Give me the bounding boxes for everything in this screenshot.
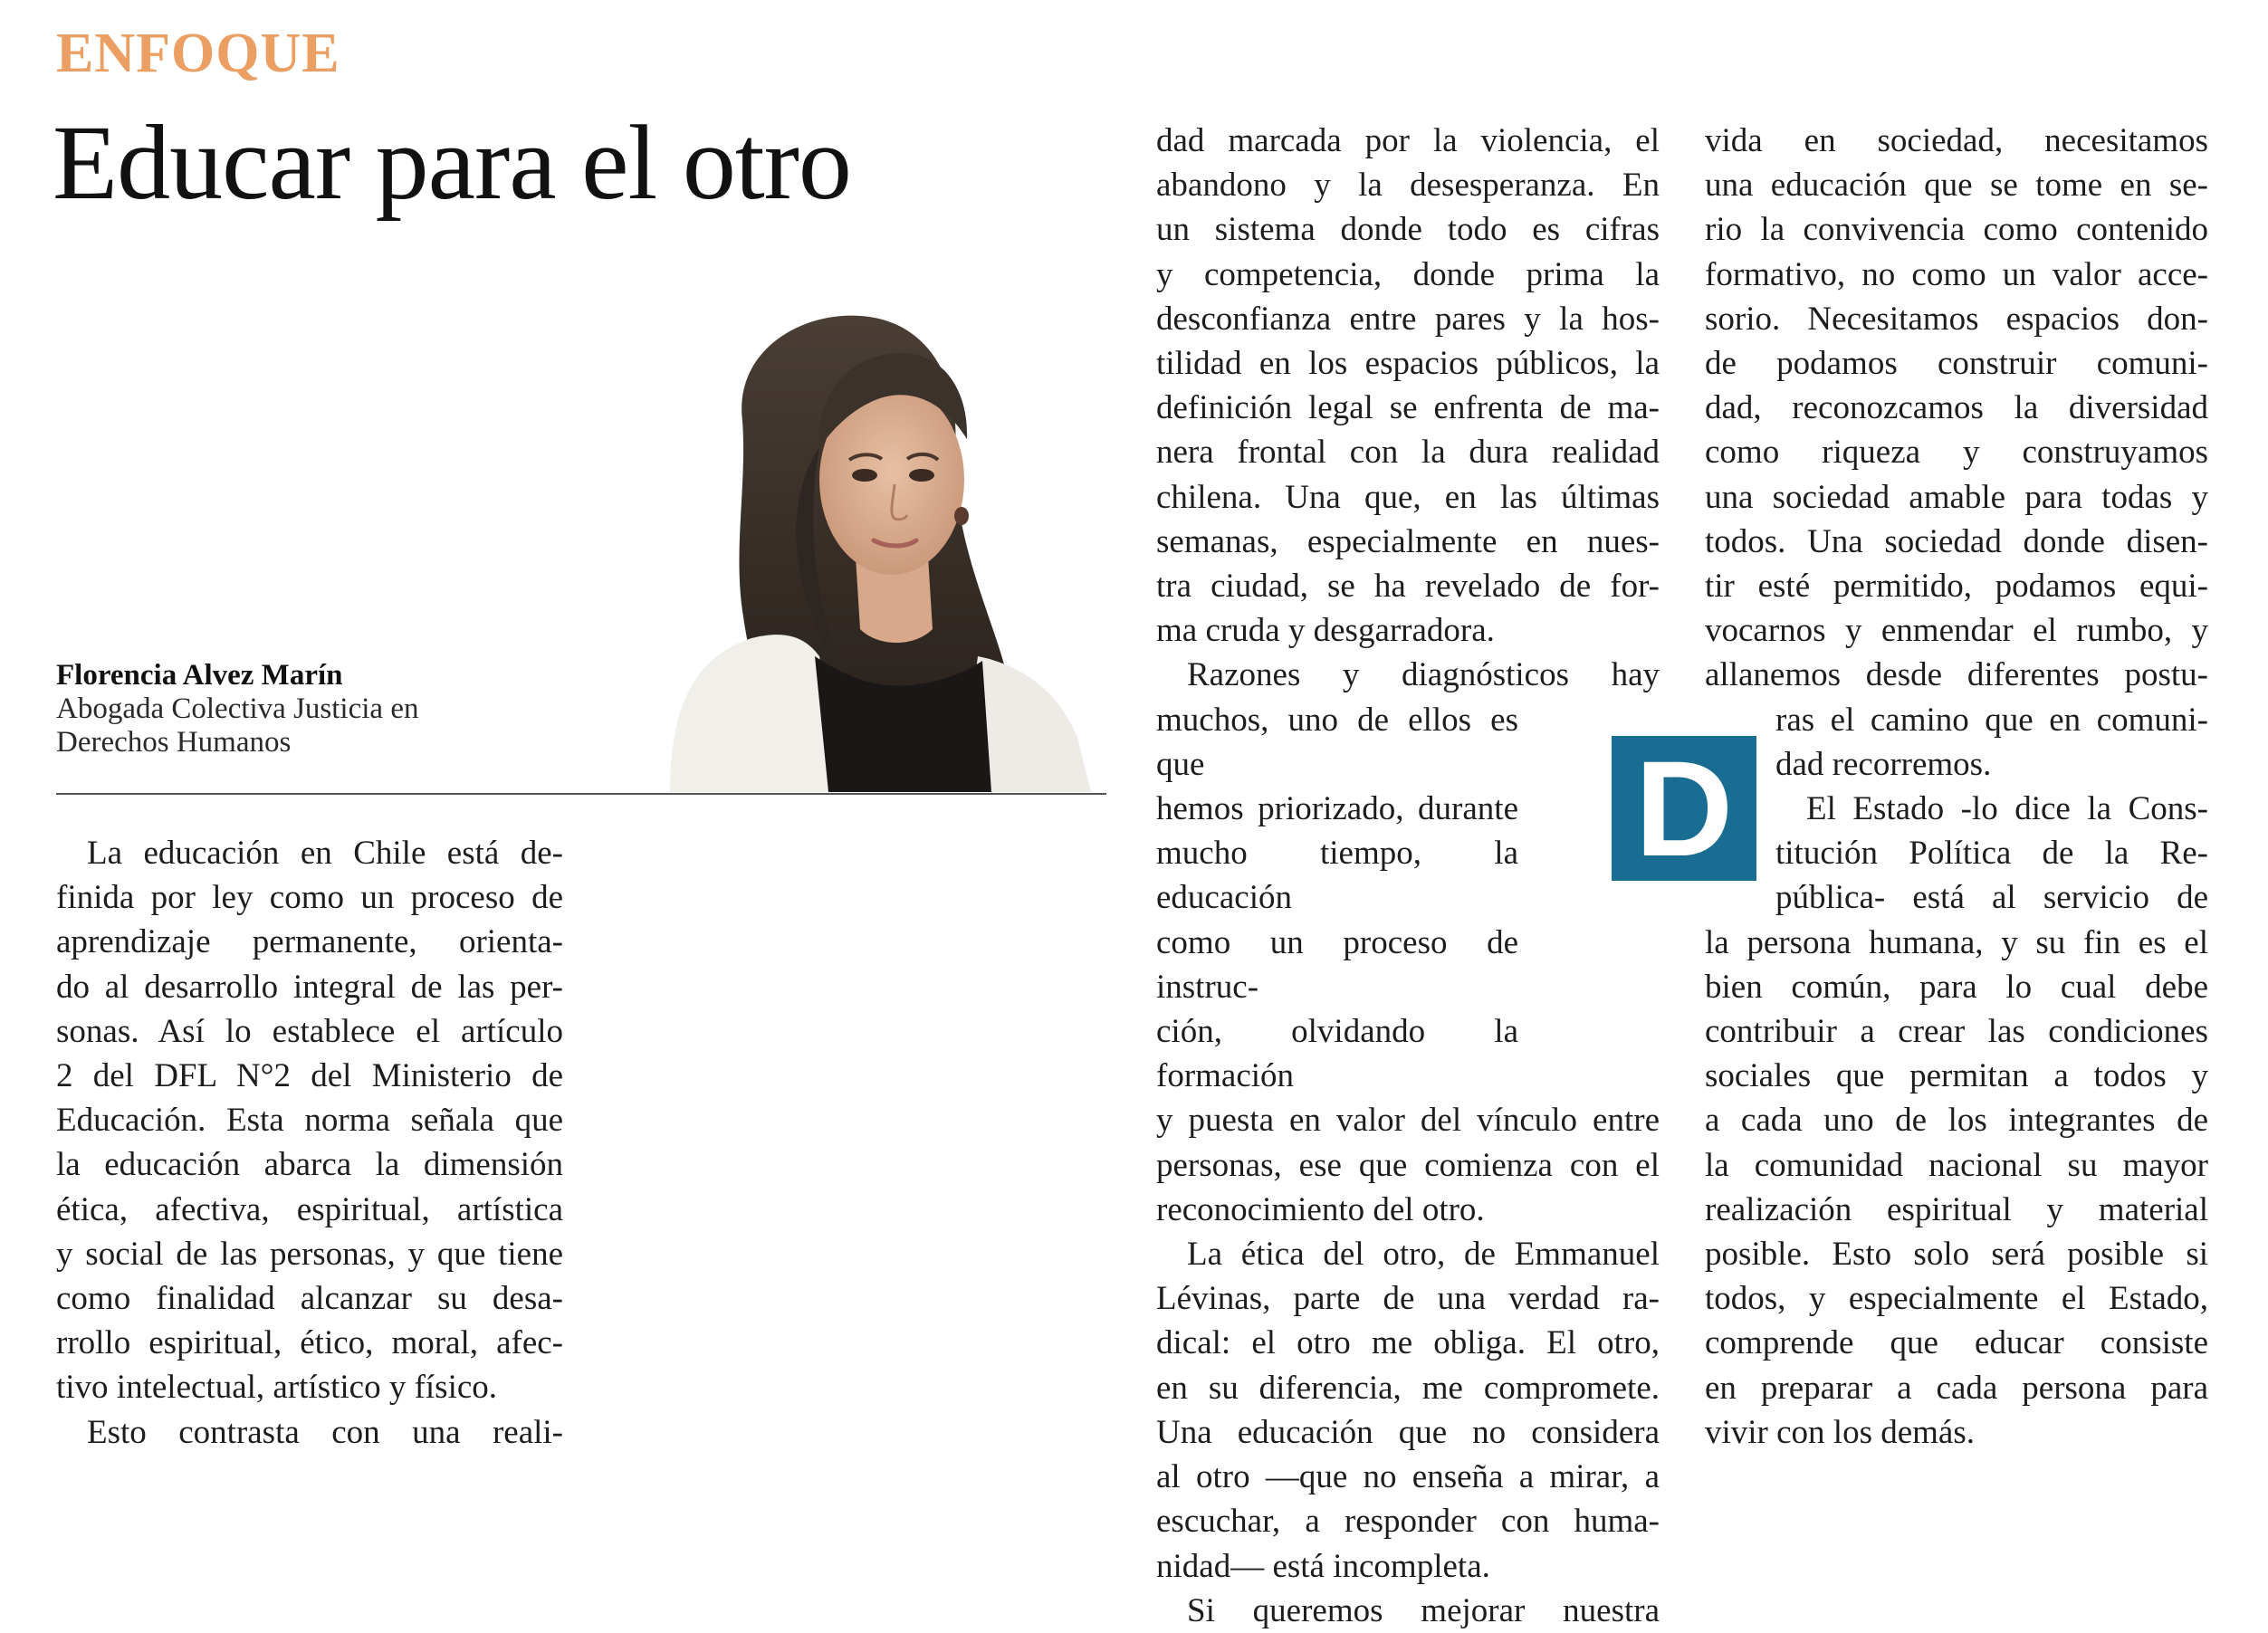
text-line: rrollo espiritual, ético, moral, afec- [56,1324,563,1362]
text-line: tilidad en los espacios públicos, la [1156,345,1660,383]
text-line: comprende que educar consiste [1705,1324,2208,1362]
text-line: como finalidad alcanzar su desa- [56,1280,563,1318]
text-line: un sistema donde todo es cifras [1156,211,1660,249]
text-line: todos. Una sociedad donde disen- [1705,522,2208,560]
article-column-2 [1156,119,1660,1633]
text-line: chilena. Una que, en las últimas [1156,478,1660,516]
text-line: sorio. Necesitamos espacios don- [1705,300,2208,338]
text-line: y puesta en valor del vínculo entre [1156,1102,1660,1140]
text-line: dical: el otro me obliga. El otro, [1156,1324,1660,1362]
text-line: abandono y la desesperanza. En [1156,167,1660,205]
text-line: sociales que permitan a todos y [1705,1057,2208,1095]
text-line: La ética del otro, de Emmanuel [1187,1236,1660,1274]
text-line: tra ciudad, se ha revelado de for- [1156,568,1660,606]
text-line: La educación en Chile está de- [87,835,563,872]
text-line: una educación que se tome en se- [1705,167,2208,205]
author-byline [56,659,599,759]
text-line: escuchar, a responder con huma- [1156,1503,1660,1541]
text-line: hemos priorizado, durante [1156,790,1518,828]
text-line: ética, afectiva, espiritual, artística [56,1190,563,1228]
text-line: definición legal se enfrenta de ma- [1156,389,1660,427]
article-column-1 [56,831,563,1455]
text-line: semanas, especialmente en nues- [1156,522,1660,560]
text-line: tivo intelectual, artístico y físico. [56,1369,498,1407]
author-role-line1: Abogada Colectiva Justicia en [56,692,419,725]
text-line: ma cruda y desgarradora. [1156,612,1495,650]
article-headline: Educar para el otro [53,103,851,222]
text-line: Si queremos mejorar nuestra [1187,1591,1660,1629]
section-kicker: ENFOQUE [56,23,340,84]
text-line: do al desarrollo integral de las per- [56,968,563,1006]
text-line: Lévinas, parte de una verdad ra- [1156,1280,1660,1318]
text-line: ción, olvidando la formación [1156,1013,1518,1095]
text-line: personas, ese que comienza con el [1156,1146,1660,1184]
text-line: sonas. Así lo establece el artículo [56,1012,563,1050]
text-line: El Estado -lo dice la Cons- [1806,790,2208,828]
text-line: realización espiritual y material [1705,1190,2208,1228]
author-portrait [634,312,1105,792]
text-line: a cada uno de los integrantes de [1705,1102,2208,1140]
text-line: nera frontal con la dura realidad [1156,434,1660,472]
text-line: desconfianza entre pares y la hos- [1156,300,1660,338]
text-line: mucho tiempo, la educación [1156,835,1518,917]
text-line: la comunidad nacional su mayor [1705,1146,2208,1184]
text-line: aprendizaje permanente, orienta- [56,923,563,961]
text-line: vivir con los demás. [1705,1413,1976,1451]
text-line: posible. Esto solo será posible si [1705,1236,2208,1274]
text-line: vocarnos y enmendar el rumbo, y [1705,612,2208,650]
text-line: en preparar a cada persona para [1705,1369,2208,1407]
byline-divider [56,793,1106,795]
text-line: vida en sociedad, necesitamos [1705,122,2208,159]
text-line: bien común, para lo cual debe [1705,968,2208,1006]
text-line: nidad— está incompleta. [1156,1547,1490,1585]
text-line: titución Política de la Re- [1775,835,2208,873]
text-line: al otro —que no enseña a mirar, a [1156,1458,1660,1496]
drop-cap: D [1612,736,1756,881]
text-line: la persona humana, y su fin es el [1705,923,2208,961]
text-line: como riqueza y construyamos [1705,434,2208,472]
text-line: tir esté permitido, podamos equi- [1705,568,2208,606]
text-line: dad, reconozcamos la diversidad [1705,389,2208,427]
text-line: rio la convivencia como contenido [1705,211,2208,249]
text-line: la educación abarca la dimensión [56,1146,563,1184]
text-line: de podamos construir comuni- [1705,345,2208,383]
text-line: y competencia, donde prima la [1156,255,1660,293]
text-line: Educación. Esta norma señala que [56,1102,563,1140]
text-line: ras el camino que en comuni- [1775,701,2208,739]
text-line: una sociedad amable para todas y [1705,478,2208,516]
text-line: Esto contrasta con una reali- [87,1413,563,1451]
author-name: Florencia Alvez Marín [56,659,343,692]
text-line: dad marcada por la violencia, el [1156,122,1660,159]
text-line: como un proceso de instruc- [1156,923,1518,1006]
text-line: contribuir a crear las condiciones [1705,1013,2208,1051]
text-line: Razones y diagnósticos hay [1187,656,1660,694]
author-role-line2: Derechos Humanos [56,726,292,759]
text-line: reconocimiento del otro. [1156,1190,1485,1228]
text-line: pública- está al servicio de [1775,879,2208,917]
text-line: dad recorremos. [1775,745,1992,783]
article-column-3 [1705,119,2208,1455]
text-line: finida por ley como un proceso de [56,879,563,917]
text-line: allanemos desde diferentes postu- [1705,656,2208,694]
text-line: 2 del DFL N°2 del Ministerio de [56,1057,563,1095]
text-line: Una educación que no considera [1156,1413,1660,1451]
text-line: formativo, no como un valor acce- [1705,255,2208,293]
text-line: muchos, uno de ellos es que [1156,701,1518,783]
text-line: todos, y especialmente el Estado, [1705,1280,2208,1318]
text-line: en su diferencia, me compromete. [1156,1369,1660,1407]
text-line: y social de las personas, y que tiene [56,1235,563,1273]
